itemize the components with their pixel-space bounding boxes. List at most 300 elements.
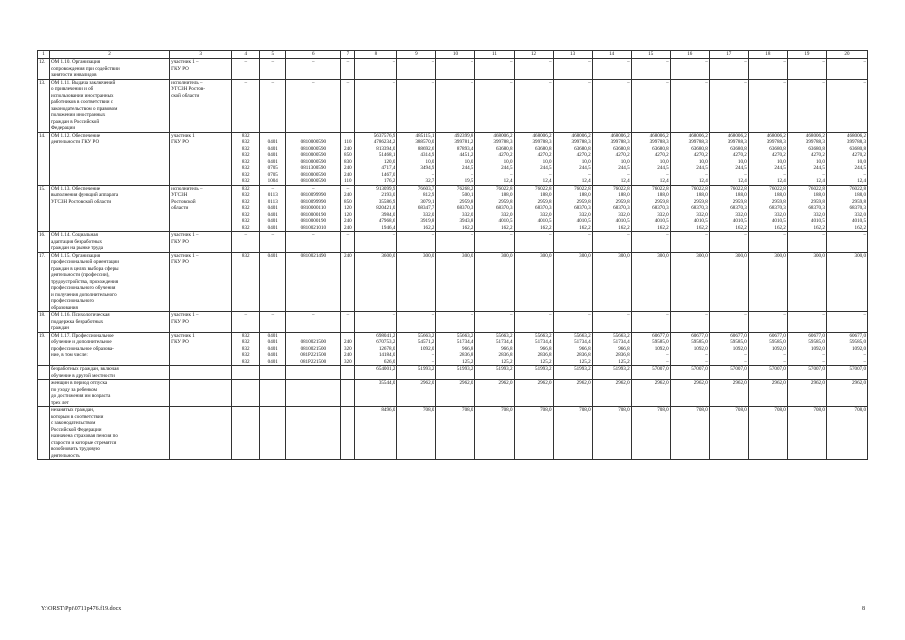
amount-cell	[670, 132, 709, 185]
amount-cell-line: –	[588, 312, 591, 318]
amount-cell-line: 51993,2	[574, 366, 591, 372]
amount-cell	[436, 380, 475, 407]
column-header-1: 1	[38, 51, 50, 59]
amount-cell	[355, 79, 397, 132]
amount-cell	[397, 79, 436, 132]
table-row	[38, 132, 868, 185]
amount-cell-line: 51993,2	[456, 366, 474, 372]
amount-cell-line: 654001,2	[376, 366, 396, 372]
amount-cell	[631, 332, 670, 366]
amount-cell-line: 12,4	[698, 178, 708, 184]
code-vr-line: 240	[344, 165, 352, 171]
amount-cell-line: 2836,8	[576, 352, 591, 358]
amount-cell-line: 399788,3	[688, 139, 708, 145]
responsible-party	[170, 232, 232, 253]
amount-cell	[397, 312, 436, 333]
code-rzpr	[260, 132, 286, 185]
amount-cell-line: –	[431, 79, 435, 86]
amount-cell-line: 59585,0	[808, 339, 825, 345]
amount-cell-line: 4270,2	[771, 152, 786, 158]
amount-cell-line: 2962,0	[851, 380, 866, 386]
measure-name-line: образования	[51, 304, 78, 311]
amount-cell-line: –	[666, 312, 669, 318]
measure-name-line: незанятых граждан,	[51, 407, 95, 413]
amount-cell-line: –	[783, 352, 786, 358]
amount-cell	[475, 252, 514, 312]
amount-cell-line: 708,0	[657, 407, 669, 413]
responsible-party	[170, 132, 232, 185]
measure-name-line: граждан в целях выбора сферы	[51, 265, 119, 272]
amount-cell-line: 2962,0	[693, 380, 708, 386]
amount-cell-line: 300,0	[774, 252, 786, 259]
code-grbs-line: 832	[241, 198, 250, 205]
code-grbs-line: 832	[241, 171, 250, 178]
amount-cell-line: 468006,2	[532, 132, 552, 139]
amount-cell-line: 4010,5	[537, 218, 552, 224]
measure-name-line: назначена страховая пенсия по	[51, 433, 118, 439]
measure-name-line: профессиональное образова-	[51, 345, 114, 352]
measure-name-line: работников в соответствии с	[51, 99, 113, 105]
column-header-11: 11	[475, 51, 514, 59]
amount-cell-line: 708,0	[813, 407, 825, 413]
code-grbs-line: 832	[241, 218, 250, 224]
amount-cell	[709, 407, 748, 460]
responsible-party-line: ГКУ РО	[171, 65, 189, 72]
measure-name-line: законодательством о правовом	[51, 105, 118, 112]
amount-cell	[631, 366, 670, 380]
amount-cell-line: –	[431, 352, 435, 358]
code-vr-line: 120	[344, 211, 352, 218]
amount-cell-line: 708,0	[579, 407, 591, 413]
amount-cell-line: 51993,2	[495, 366, 513, 372]
amount-cell-line: 76022,8	[652, 185, 669, 192]
amount-cell-line: 4010,5	[693, 218, 708, 224]
amount-cell-line: –	[705, 312, 708, 318]
code-grbs-line: 832	[241, 211, 250, 218]
amount-cell-line: 399788,3	[493, 139, 513, 145]
amount-cell	[748, 232, 787, 253]
amount-cell-line: 63680,8	[730, 145, 747, 152]
amount-cell-line: –	[822, 232, 825, 238]
code-vr-line: 320	[344, 345, 352, 352]
amount-cell-line: 708,0	[540, 407, 552, 413]
amount-cell	[748, 185, 787, 232]
column-header-5: 5	[260, 51, 286, 59]
column-header-6: 6	[286, 51, 341, 59]
amount-cell	[826, 232, 867, 253]
code-grbs-line: 832	[241, 165, 250, 171]
amount-cell-line: 300,0	[422, 252, 435, 259]
code-vr-line: 830	[344, 158, 352, 165]
amount-cell-line: 966,8	[618, 345, 630, 352]
amount-cell-line: –	[431, 312, 435, 318]
amount-cell-line: 76022,8	[574, 185, 591, 192]
amount-cell	[397, 185, 436, 232]
amount-cell-line: –	[549, 79, 552, 86]
amount-cell-line: 76022,8	[849, 185, 866, 192]
amount-cell-line: –	[392, 59, 396, 65]
amount-cell-line: 708,0	[422, 407, 435, 413]
amount-cell-line: –	[431, 59, 435, 65]
amount-cell	[787, 132, 826, 185]
amount-cell-line: –	[744, 312, 747, 318]
measure-name	[50, 59, 170, 80]
responsible-party-line: исполнитель –	[171, 79, 203, 86]
amount-cell-line: 244,5	[540, 165, 552, 171]
amount-cell-line: 12678,0	[378, 345, 396, 352]
amount-cell-line: 399788,3	[766, 139, 786, 145]
amount-cell-line: 332,0	[774, 211, 786, 218]
code-grbs-line: 832	[241, 224, 250, 231]
column-header-7: 7	[341, 51, 355, 59]
measure-name-line: деятельности ГКУ РО	[51, 139, 100, 145]
amount-cell-line: 3943,8	[459, 218, 474, 224]
code-grbs	[232, 132, 260, 185]
column-header-10: 10	[436, 51, 475, 59]
amount-cell-line: 57007,0	[769, 366, 786, 372]
amount-cell	[709, 59, 748, 80]
code-vr-line: 320	[344, 358, 352, 365]
measure-name	[50, 366, 170, 380]
code-rzpr-line: 0401	[267, 352, 278, 358]
code-csr	[286, 332, 341, 366]
amount-cell	[631, 312, 670, 333]
amount-cell-line: 913099,9	[376, 185, 396, 192]
amount-cell	[592, 132, 631, 185]
amount-cell-line: 2959,8	[615, 198, 630, 205]
measure-name-line: профессионального обучения	[51, 285, 116, 291]
amount-cell-line: 188,0	[774, 192, 786, 198]
code-csr-line: 0810099990	[300, 192, 327, 198]
amount-cell-line: 2959,8	[810, 198, 825, 205]
amount-cell-line: –	[705, 171, 708, 178]
amount-cell	[355, 59, 397, 80]
amount-cell-line: 35544,0	[378, 380, 396, 386]
column-header-19: 19	[787, 51, 826, 59]
column-header-9: 9	[397, 51, 436, 59]
amount-cell-line: –	[509, 59, 513, 65]
code-rzpr-line: 1004	[267, 178, 278, 184]
amount-cell-line: 708,0	[501, 407, 513, 413]
code-vr	[341, 132, 355, 185]
amount-cell-line: –	[392, 79, 396, 86]
measure-name	[50, 132, 170, 185]
amount-cell-line: 244,5	[462, 165, 474, 171]
code-vr	[341, 407, 355, 460]
amount-cell-line: 188,0	[657, 192, 669, 198]
amount-cell	[592, 366, 631, 380]
code-csr	[286, 232, 341, 253]
measure-name-line: граждан на рынке труда	[51, 245, 103, 251]
code-vr-line: 240	[344, 171, 352, 178]
amount-cell	[631, 232, 670, 253]
amount-cell	[436, 59, 475, 80]
amount-cell-line: 10,0	[425, 158, 435, 165]
amount-cell-line: 10,0	[542, 158, 552, 165]
amount-cell-line: –	[549, 312, 552, 318]
amount-cell-line: 51993,2	[417, 366, 435, 372]
amount-cell	[397, 407, 436, 460]
code-rzpr	[260, 366, 286, 380]
amount-cell-line: 68347,7	[417, 205, 435, 211]
code-csr-line: 0810021500	[300, 345, 327, 352]
amount-cell-line: –	[705, 232, 708, 238]
amount-cell	[475, 232, 514, 253]
code-rzpr	[260, 79, 286, 132]
amount-cell-line: –	[666, 171, 669, 178]
measure-name-line: деятельность	[51, 452, 80, 459]
amount-cell	[592, 312, 631, 333]
amount-cell-line: 60677,0	[849, 332, 866, 339]
amount-cell-line: –	[627, 59, 630, 65]
amount-cell-line: 332,0	[657, 211, 669, 218]
measure-name	[50, 185, 170, 232]
table-row	[38, 366, 868, 380]
measure-name-line: профессиональной ориентации	[51, 259, 120, 265]
amount-cell	[826, 332, 867, 366]
code-vr-line: 240	[344, 192, 352, 198]
measure-name-line: деятельности (профессии),	[51, 272, 110, 278]
code-grbs	[232, 59, 260, 80]
amount-cell	[787, 366, 826, 380]
amount-cell-line: 332,0	[540, 211, 552, 218]
responsible-party-line: участник 1 –	[171, 252, 199, 259]
amount-cell-line: 55663,2	[535, 332, 552, 339]
amount-cell-line: 2836,8	[459, 352, 474, 358]
code-grbs-line: 832	[241, 132, 250, 139]
amount-cell-line: 68370,3	[456, 205, 474, 211]
code-rzpr-line: 0401	[267, 332, 278, 339]
budget-table	[37, 50, 868, 460]
amount-cell-line: 188,0	[854, 192, 866, 198]
amount-cell	[748, 380, 787, 407]
amount-cell-line: 59585,0	[849, 339, 866, 345]
amount-cell-line: 2193,0	[381, 192, 396, 198]
amount-cell-line: 468006,2	[649, 132, 669, 139]
amount-cell-line: 188,0	[813, 192, 825, 198]
amount-cell	[787, 380, 826, 407]
code-rzpr-line: 0401	[267, 205, 278, 211]
code-csr	[286, 79, 341, 132]
responsible-party	[170, 252, 232, 312]
amount-cell-line: 10,0	[698, 158, 708, 165]
amount-cell-line: –	[705, 352, 708, 358]
code-vr-line: 240	[344, 339, 352, 345]
amount-cell-line: 300,0	[579, 252, 591, 259]
code-csr-line: 0810000590	[300, 145, 327, 152]
amount-cell-line: 51734,4	[613, 339, 630, 345]
amount-cell-line: 4010,5	[771, 218, 786, 224]
table-row	[38, 252, 868, 312]
row-number	[38, 407, 50, 460]
code-csr	[286, 132, 341, 185]
code-csr-line: –	[312, 59, 315, 65]
code-csr-line: 0810000590	[300, 139, 327, 145]
responsible-party-line: УГСЗН	[171, 192, 188, 198]
code-rzpr-line: 0401	[267, 224, 278, 231]
amount-cell-line: 2962,0	[615, 380, 630, 386]
code-grbs-line: –	[244, 232, 247, 238]
amount-cell-line: 188,0	[540, 192, 552, 198]
amount-cell-line: –	[549, 232, 552, 238]
table-row	[38, 312, 868, 333]
measure-name-line: ОМ 1.10. Организация	[51, 59, 101, 65]
code-rzpr	[260, 332, 286, 366]
column-header-15: 15	[631, 51, 670, 59]
amount-cell	[826, 79, 867, 132]
amount-cell-line: 2962,0	[732, 380, 747, 386]
amount-cell-line: 468006,2	[727, 132, 747, 139]
amount-cell	[670, 185, 709, 232]
amount-cell	[787, 79, 826, 132]
row-number: 14.	[38, 132, 50, 185]
amount-cell-line: –	[588, 232, 591, 238]
code-grbs-line: 832	[241, 145, 250, 152]
amount-cell-line: 300,0	[813, 252, 825, 259]
table-row	[38, 332, 868, 366]
amount-cell	[631, 252, 670, 312]
amount-cell	[592, 380, 631, 407]
amount-cell-line: –	[744, 232, 747, 238]
amount-cell-line: 125,2	[540, 358, 552, 365]
amount-cell	[514, 407, 553, 460]
amount-cell	[475, 380, 514, 407]
amount-cell-line: 399781,2	[454, 139, 474, 145]
amount-cell-line: 59585,0	[730, 339, 747, 345]
code-csr-line: –	[312, 79, 315, 86]
amount-cell-line: 88692,6	[417, 145, 435, 152]
amount-cell	[709, 132, 748, 185]
responsible-party-line: участник 1 –	[171, 232, 199, 238]
code-csr-line: 0811300590	[300, 165, 326, 171]
amount-cell-line: 468006,2	[846, 132, 866, 139]
amount-cell-line: 55663,2	[574, 332, 591, 339]
amount-cell-line: 12,4	[659, 178, 669, 184]
code-rzpr	[260, 312, 286, 333]
footer-file-path: Y:\ORST\Ppi\0711p476.f19.docx	[41, 606, 122, 612]
amount-cell	[475, 185, 514, 232]
amount-cell	[748, 407, 787, 460]
amount-cell-line: 1946,4	[381, 224, 396, 231]
amount-cell-line: 1092,0	[851, 345, 866, 352]
amount-cell-line: 2836,8	[537, 352, 552, 358]
amount-cell-line: 1092,0	[810, 345, 825, 352]
amount-cell-line: 300,0	[501, 252, 513, 259]
amount-cell-line: 76268,2	[456, 185, 474, 192]
code-grbs-line: 832	[241, 332, 250, 339]
code-rzpr-line: –	[271, 59, 275, 65]
amount-cell-line: 57007,0	[691, 366, 708, 372]
amount-cell	[436, 332, 475, 366]
amount-cell-line: 399788,3	[610, 139, 630, 145]
code-grbs	[232, 332, 260, 366]
amount-cell-line: 244,5	[618, 165, 630, 171]
amount-cell-line: –	[392, 312, 396, 318]
code-vr-line: 110	[344, 139, 352, 145]
amount-cell-line: –	[863, 171, 866, 178]
amount-cell-line: 2962,0	[771, 380, 786, 386]
measure-name-line: ОМ 1.15. Организация	[51, 252, 101, 259]
measure-name-line: обучение и дополнительное	[51, 339, 112, 345]
amount-cell-line: 812,9	[422, 192, 435, 198]
amount-cell-line: –	[431, 232, 435, 238]
amount-cell-line: 125,2	[618, 358, 630, 365]
code-vr	[341, 232, 355, 253]
amount-cell-line: 10,0	[581, 158, 591, 165]
amount-cell	[748, 132, 787, 185]
amount-cell	[592, 185, 631, 232]
amount-cell-line: 244,5	[657, 165, 669, 171]
amount-cell	[826, 312, 867, 333]
amount-cell-line: 10,0	[737, 158, 747, 165]
amount-cell	[475, 79, 514, 132]
amount-cell	[514, 232, 553, 253]
amount-cell-line: 60677,0	[691, 332, 708, 339]
amount-cell-line: 1092,0	[654, 345, 669, 352]
amount-cell-line: 54571,2	[417, 339, 435, 345]
amount-cell-line: –	[392, 232, 396, 238]
code-vr-line: 850	[344, 152, 352, 158]
amount-cell-line: 35586,9	[378, 198, 396, 205]
amount-cell-line: 51734,4	[574, 339, 591, 345]
amount-cell-line: 244,5	[501, 165, 513, 171]
code-rzpr	[260, 59, 286, 80]
amount-cell-line: 468006,2	[610, 132, 630, 139]
code-rzpr	[260, 185, 286, 232]
amount-cell	[475, 332, 514, 366]
code-vr-line: –	[346, 79, 350, 86]
amount-cell-line: 51734,4	[535, 339, 552, 345]
code-grbs-line: 832	[241, 339, 250, 345]
amount-cell-line: 125,2	[501, 358, 513, 365]
measure-name-line: старости и которые стремятся	[51, 439, 117, 446]
amount-cell-line: 966,8	[540, 345, 552, 352]
table-row	[38, 59, 868, 80]
amount-cell	[748, 252, 787, 312]
amount-cell-line: 59585,0	[691, 339, 708, 345]
measure-name-line: ОМ 1.14. Социальная	[51, 232, 98, 238]
amount-cell-line: 63680,8	[691, 145, 708, 152]
amount-cell-line: 244,5	[854, 165, 866, 171]
amount-cell	[631, 380, 670, 407]
amount-cell-line: 244,5	[696, 165, 708, 171]
code-csr-line: –	[312, 232, 315, 238]
code-vr-line: 850	[344, 198, 352, 205]
column-header-14: 14	[592, 51, 631, 59]
amount-cell-line: 399788,3	[532, 139, 552, 145]
measure-name-line: поддержка безработных	[51, 318, 104, 325]
amount-cell	[436, 232, 475, 253]
amount-cell-line: –	[509, 79, 513, 86]
amount-cell-line: 4270,2	[615, 152, 630, 158]
amount-cell-line: 1467,0	[381, 171, 396, 178]
amount-cell	[748, 59, 787, 80]
amount-cell	[355, 332, 397, 366]
amount-cell-line: 68370,3	[769, 205, 786, 211]
amount-cell-line: 51734,4	[456, 339, 474, 345]
code-rzpr-line: 0401	[267, 211, 278, 218]
amount-cell-line: 10,0	[620, 158, 630, 165]
amount-cell-line: 500,1	[462, 192, 474, 198]
amount-cell-line: 2959,8	[693, 198, 708, 205]
amount-cell-line: –	[783, 171, 786, 178]
page-number: 8	[862, 606, 865, 612]
amount-cell	[514, 252, 553, 312]
budget-table-page	[37, 50, 868, 460]
amount-cell	[709, 79, 748, 132]
amount-cell-line: –	[705, 79, 708, 86]
amount-cell-line: 4314,9	[420, 152, 435, 158]
